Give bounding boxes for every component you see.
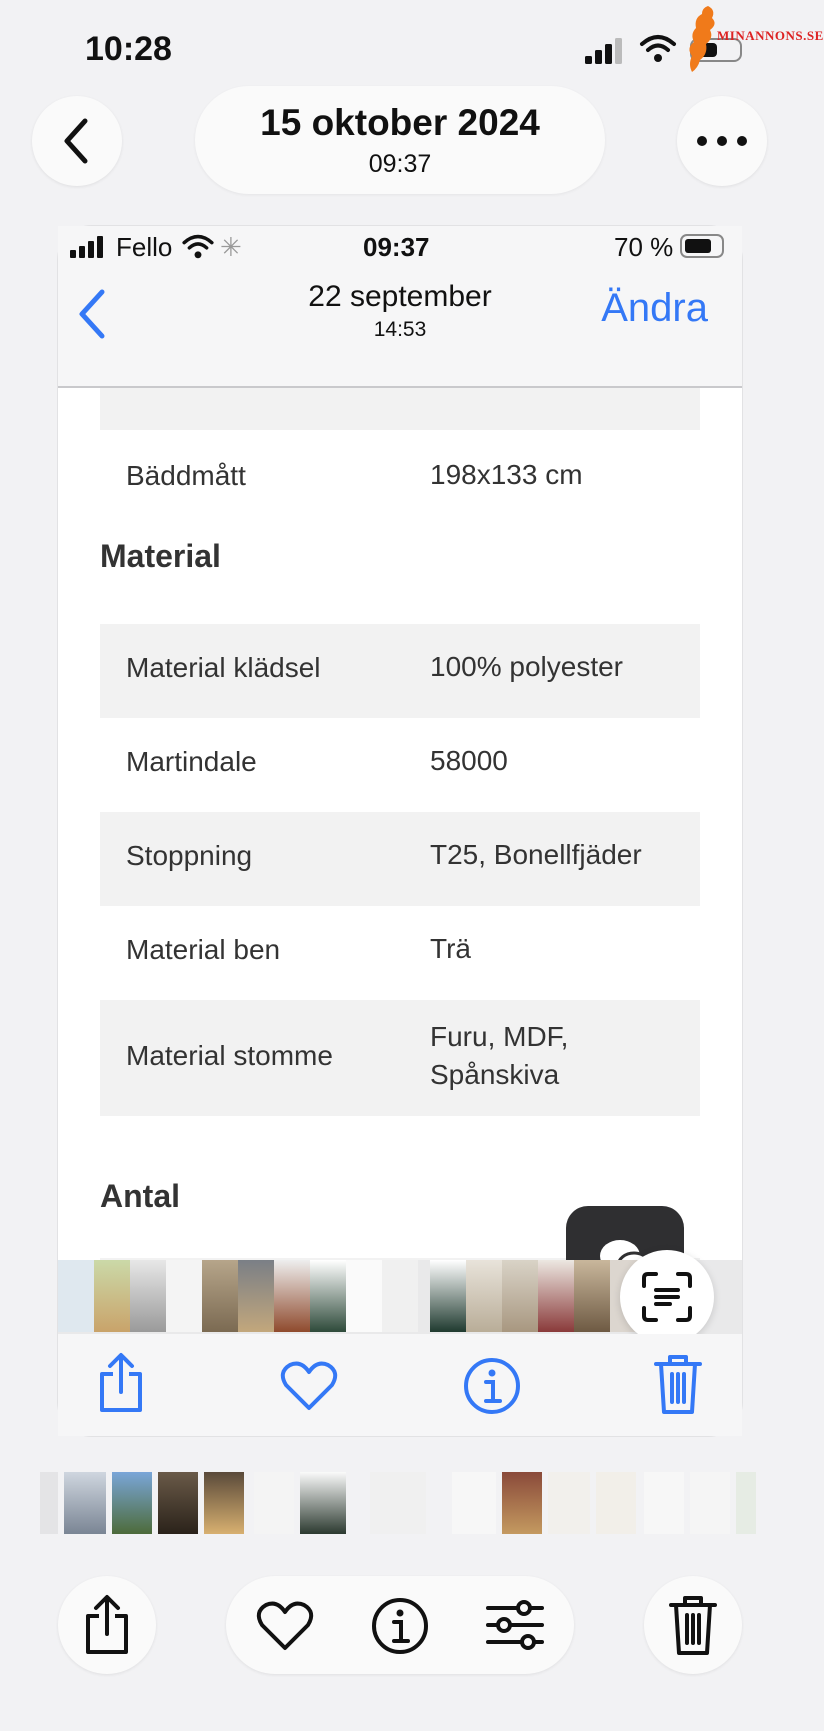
inner-time: 09:37 (363, 232, 430, 262)
thumbnail[interactable] (452, 1472, 496, 1534)
table-row (100, 718, 700, 812)
thumbnail[interactable] (690, 1472, 730, 1534)
thumbnail (382, 1260, 418, 1332)
photo-date-pill (195, 86, 605, 194)
inner-edit-button: Ändra (601, 286, 708, 330)
thumbnail (574, 1260, 610, 1332)
thumbnail[interactable] (64, 1472, 106, 1534)
thumbnail (466, 1260, 502, 1332)
table-row (100, 430, 700, 526)
cellular-signal-icon (585, 38, 625, 64)
spec-value: 198x133 cm (430, 459, 583, 490)
inner-battery-text: 70 % (614, 232, 674, 262)
thumbnail (238, 1260, 274, 1332)
thumbnail (130, 1260, 166, 1332)
share-button[interactable] (58, 1576, 156, 1674)
thumbnail (538, 1260, 574, 1332)
more-button[interactable] (677, 96, 767, 186)
spec-label: Stoppning (126, 840, 253, 871)
back-chevron-icon (57, 117, 97, 165)
favorite-button[interactable] (256, 1600, 314, 1652)
inner-carrier: Fello (116, 232, 173, 262)
thumbnail (274, 1260, 310, 1332)
action-pill (226, 1576, 574, 1674)
spec-label: Material stomme (126, 1040, 333, 1071)
spec-value: Trä (430, 933, 471, 964)
thumbnail (310, 1260, 346, 1332)
table-row (100, 812, 700, 906)
wifi-icon (640, 34, 676, 64)
live-text-button[interactable] (620, 1250, 714, 1344)
thumbnail[interactable] (644, 1472, 684, 1534)
inner-battery-icon (680, 234, 724, 258)
spec-value-line2: Spånskiva (430, 1059, 560, 1090)
adjust-button[interactable] (486, 1598, 544, 1652)
thumbnail (58, 1260, 94, 1332)
thumbnail (202, 1260, 238, 1332)
status-time: 10:28 (85, 30, 172, 68)
spec-label: Material klädsel (126, 652, 321, 683)
table-row (100, 1000, 700, 1116)
watermark-text: MINANNONS.SE (717, 28, 824, 43)
inner-share-icon (96, 1352, 146, 1414)
table-row (100, 906, 700, 1000)
inner-nav-bar (58, 276, 742, 388)
thumbnail[interactable] (254, 1472, 294, 1534)
section-heading-material: Material (100, 538, 221, 574)
live-text-icon (640, 1270, 694, 1324)
inner-trash-icon (652, 1352, 704, 1416)
inner-signal-icon (70, 236, 104, 258)
thumbnail[interactable] (502, 1472, 542, 1534)
photo-date: 15 oktober 2024 (260, 102, 540, 143)
spec-label: Bäddmått (126, 460, 246, 491)
section-heading-antal: Antal (100, 1178, 180, 1214)
thumbnail[interactable] (736, 1472, 756, 1534)
info-button[interactable] (370, 1596, 430, 1656)
thumbnail (430, 1260, 466, 1332)
thumbnail (346, 1260, 382, 1332)
delete-button[interactable] (644, 1576, 742, 1674)
inner-title: 22 september (308, 280, 492, 313)
thumbnail[interactable] (40, 1472, 58, 1534)
spec-value: 100% polyester (430, 651, 624, 682)
inner-info-icon (462, 1356, 522, 1416)
thumbnail (502, 1260, 538, 1332)
inner-wifi-icon (182, 234, 214, 260)
trash-icon (667, 1593, 719, 1657)
spec-value: Furu, MDF, (430, 1021, 569, 1052)
thumbnail[interactable] (204, 1472, 244, 1534)
thumbnail[interactable] (112, 1472, 152, 1534)
inner-toolbar (58, 1334, 742, 1436)
screenshot-image[interactable] (58, 226, 742, 1436)
photo-thumbnail-strip[interactable] (40, 1472, 760, 1536)
spec-label: Martindale (126, 746, 257, 777)
thumbnail[interactable] (596, 1472, 636, 1534)
inner-subtitle: 14:53 (373, 318, 427, 341)
product-spec-content (58, 388, 742, 1288)
loading-spinner-icon: ✳ (220, 232, 242, 262)
back-button[interactable] (32, 96, 122, 186)
table-row (100, 624, 700, 718)
thumbnail[interactable] (370, 1472, 426, 1534)
more-icon (696, 135, 748, 147)
thumbnail[interactable] (158, 1472, 198, 1534)
thumbnail (94, 1260, 130, 1332)
thumbnail[interactable] (548, 1472, 590, 1534)
thumbnail (166, 1260, 202, 1332)
share-icon (81, 1594, 133, 1656)
table-row (100, 388, 700, 430)
thumbnail[interactable] (300, 1472, 346, 1534)
inner-status-bar (58, 226, 742, 276)
inner-heart-icon (280, 1360, 338, 1412)
spec-value: 58000 (430, 745, 508, 776)
spec-label: Material ben (126, 934, 281, 965)
photo-time: 09:37 (368, 150, 432, 178)
watermark-logo (682, 4, 824, 74)
spec-value: T25, Bonellfjäder (430, 839, 642, 870)
